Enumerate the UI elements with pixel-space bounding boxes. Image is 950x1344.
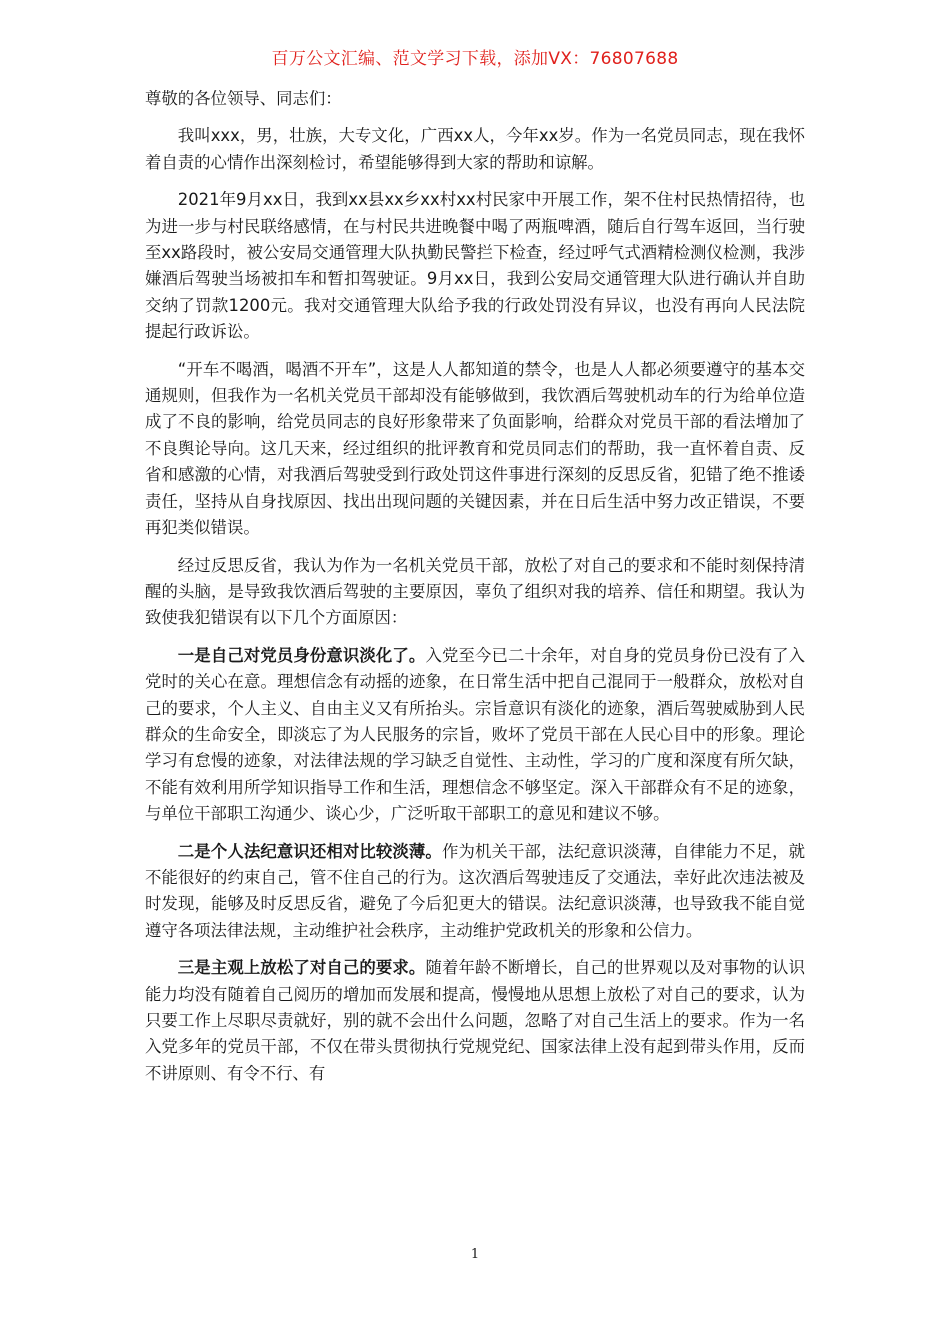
paragraph-cause-1 <box>145 643 805 828</box>
document-body <box>145 86 805 1087</box>
paragraph-text: 入党至今已二十余年，对自身的党员身份已没有了入党时的关心在意。理想信念有动摇的迹象，在日常生活中把自己混同于一般群众，放松对自己的要求，个人主义、自由主义又有所抬头。宗旨意识有淡化的迹象，酒后驾驶威胁到人民群众的生命安全，即淡忘了为人民服务的宗旨，败坏了党员干部在人民心目中的形象。理论学习有怠慢的迹象，对法律法规的学习缺乏自觉性、主动性，学习的广度和深度有所欠缺，不能有效利用所学知识指导工作和生活，理想信念不够坚定。深入干部群众有不足的迹象，与单位干部职工沟通少、谈心少，广泛听取干部职工的意见和建议不够。 <box>145 645 806 824</box>
paragraph-text: 随着年龄不断增长，自己的世界观以及对事物的认识能力均没有随着自己阅历的增加而发展和提高，慢慢地从思想上放松了对自己的要求，认为只要工作上尽职尽责就好，别的就不会出什么问题，忽略了对自己生活上的要求。作为一名入党多年的党员干部，不仅在带头贯彻执行党规党纪、国家法律上没有起到带头作用，反而不讲原则、有令不行、有 <box>145 958 806 1083</box>
salutation: 尊敬的各位领导、同志们： <box>145 89 342 108</box>
paragraph-text: 作为机关干部，法纪意识淡薄，自律能力不足，就不能很好的约束自己，管不住自己的行为。这次酒后驾驶违反了交通法，幸好此次违法被及时发现，能够及时反思反省，避免了今后犯更大的错误。法纪意识淡薄，也导致我不能自觉遵守各项法律法规，主动维护社会秩序，主动维护党政机关的形象和公信力。 <box>145 841 806 940</box>
paragraph-cause-3 <box>145 955 805 1087</box>
paragraph-lead: 二是个人法纪意识还相对比较淡薄。 <box>177 841 442 861</box>
paragraph-text: “开车不喝酒，喝酒不开车”，这是人人都知道的禁令，也是人人都必须要遵守的基本交通规则，但我作为一名机关党员干部却没有能够做到，我饮酒后驾驶机动车的行为给单位造成了不良的影响，给党员同志的良好形象带来了负面影响，给群众对党员干部的看法增加了不良舆论导向。这几天来，经过组织的批评教育和党员同志们的帮助，我一直怀着自责、反省和感激的心情，对我酒后驾驶受到行政处罚这件事进行深刻的反思反省，犯错了绝不推诿责任，坚持从自身找原因、找出出现问题的关键因素，并在日后生活中努力改正错误，不要再犯类似错误。 <box>145 359 805 538</box>
paragraph-incident <box>145 187 805 345</box>
paragraph-reflection <box>145 357 805 542</box>
paragraph-lead: 三是主观上放松了对自己的要求。 <box>177 958 426 978</box>
paragraph-text: 2021年9月xx日，我到xx县xx乡xx村xx村民家中开展工作，架不住村民热情招待，也为进一步与村民联络感情，在与村民共进晚餐中喝了两瓶啤酒，随后自行驾车返回，当行驶至xx路段时，被公安局交通管理大队执勤民警拦下检查，经过呼气式酒精检测仪检测，我涉嫌酒后驾驶当场被扣车和暂扣驾驶证。9月xx日，我到公安局交通管理大队进行确认并自助交纳了罚款1200元。我对交通管理大队给予我的行政处罚没有异议，也没有再向人民法院提起行政诉讼。 <box>145 190 805 342</box>
paragraph-causes-intro <box>145 553 805 632</box>
paragraph-intro <box>145 123 805 176</box>
paragraph-text: 我叫xxx，男，壮族，大专文化，广西xx人，今年xx岁。作为一名党员同志，现在我怀着自责的心情作出深刻检讨，希望能够得到大家的帮助和谅解。 <box>145 126 805 172</box>
header-banner: 百万公文汇编、范文学习下载，添加VX：76807688 <box>271 49 679 69</box>
page-number: 1 <box>470 1247 480 1262</box>
paragraph-text: 经过反思反省，我认为作为一名机关党员干部，放松了对自己的要求和不能时刻保持清醒的头脑，是导致我饮酒后驾驶的主要原因，辜负了组织对我的培养、信任和期望。我认为致使我犯错误有以下几个方面原因： <box>145 555 805 628</box>
paragraph-cause-2 <box>145 839 805 945</box>
paragraph-lead: 一是自己对党员身份意识淡化了。 <box>177 645 426 665</box>
